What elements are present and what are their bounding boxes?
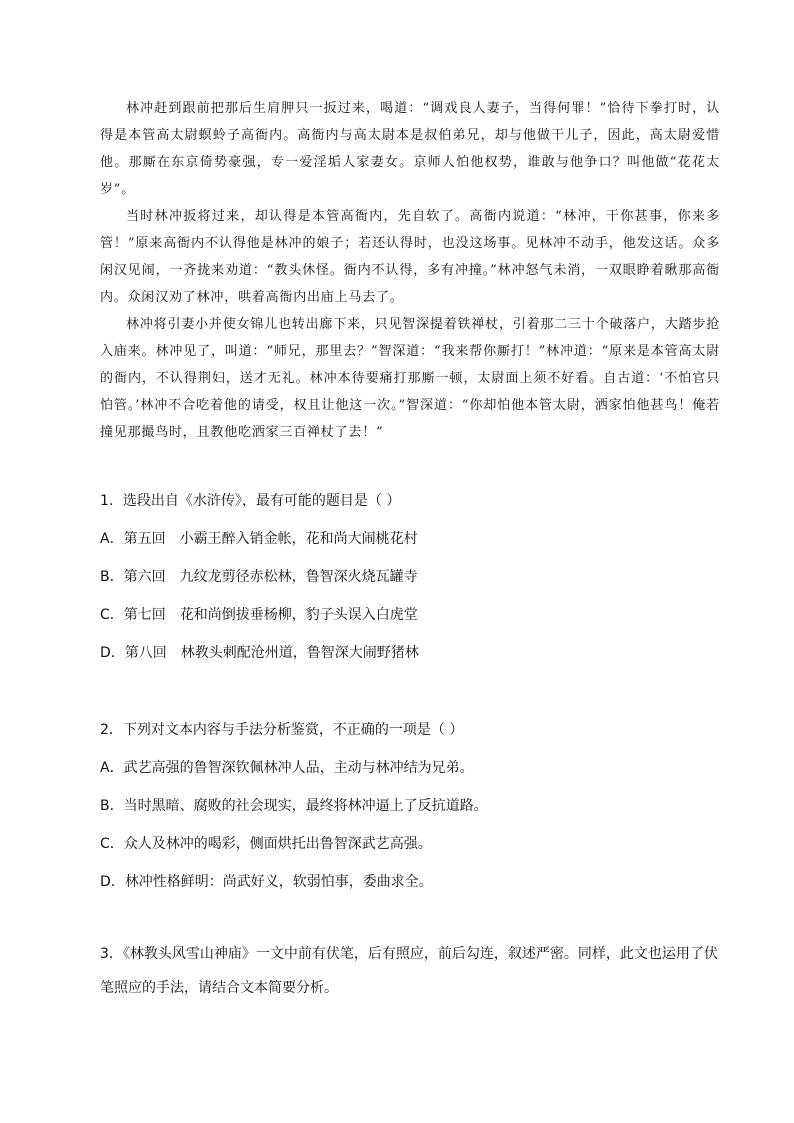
question-2-stem: 2．下列对文本内容与手法分析鉴赏，不正确的一项是（ ） xyxy=(100,722,464,738)
question-1-option-d: D．第八回 林教头刺配沧州道，鲁智深大闹野猪林 xyxy=(100,645,419,661)
question-1-option-b: B．第六回 九纹龙剪径赤松林，鲁智深火烧瓦罐寺 xyxy=(100,569,418,585)
question-1-option-a: A．第五回 小霸王醉入销金帐，花和尚大闹桃花村 xyxy=(100,531,418,547)
passage-paragraph-1: 林冲赶到跟前把那后生肩胛只一扳过来，喝道：“调戏良人妻子，当得何罪！”恰待下拳打时，认得是本管高太尉螟蛉子高衙内。高衙内与高太尉本是叔伯弟兄，却与他做干儿子，因此，高太尉爱惜他。那厮在东京倚势豪强，专一爱淫垢人家妻女。京师人怕他权势，谁敢与他争口？叫他做“花花太岁”。 xyxy=(100,101,720,197)
question-1 xyxy=(100,491,720,663)
passage-paragraph-2: 当时林冲扳将过来，却认得是本管高衙内，先自软了。高衙内说道：“林冲，干你甚事，你来多管！”原来高衙内不认得他是林冲的娘子；若还认得时，也没这场事。见林冲不动手，他发这话。众多闲汉见闹，一齐拢来劝道：“教头休怪。衙内不认得，多有冲撞。”林冲怒气未消，一双眼睁着瞅那高衙内。众闲汉劝了林冲，哄着高衙内出庙上马去了。 xyxy=(100,209,720,305)
question-2-option-b: B．当时黑暗、腐败的社会现实，最终将林冲逼上了反抗道路。 xyxy=(100,798,488,814)
question-3 xyxy=(100,937,720,1005)
question-2-option-d: D．林冲性格鲜明：尚武好义，软弱怕事，委曲求全。 xyxy=(100,874,433,890)
question-2-option-c: C．众人及林冲的喝彩，侧面烘托出鲁智深武艺高强。 xyxy=(100,836,432,852)
question-3-stem: 3．《林教头风雪山神庙》一文中前有伏笔，后有照应，前后勾连，叙述严密。同样，此文也运用了伏笔照应的手法，请结合文本简要分析。 xyxy=(100,946,718,996)
question-1-stem: 1．选段出自《水浒传》，最有可能的题目是（ ） xyxy=(100,493,401,509)
passage-paragraph-3: 林冲将引妻小并使女锦儿也转出廊下来，只见智深提着铁禅杖，引着那二三十个破落户，大踏步抢入庙来。林冲见了，叫道：“师兄，那里去？”智深道：“我来帮你厮打！”林冲道：“原来是本管高太尉的衙内，不认得荆妇，送才无礼。林冲本待要痛打那厮一顿，太尉面上须不好看。自古道：‘不怕官只怕管。’林冲不合吃着他的请受，权且让他这一次。”智深道：“你却怕他本管太尉，洒家怕他甚鸟！俺若撞见那撮鸟时，且教他吃洒家三百禅杖了去！” xyxy=(100,317,720,440)
question-2-option-a: A．武艺高强的鲁智深钦佩林冲人品，主动与林冲结为兄弟。 xyxy=(100,760,474,776)
reading-passage xyxy=(100,95,720,446)
question-1-option-c: C．第七回 花和尚倒拔垂杨柳，豹子头误入白虎堂 xyxy=(100,607,418,623)
question-2 xyxy=(100,720,720,892)
